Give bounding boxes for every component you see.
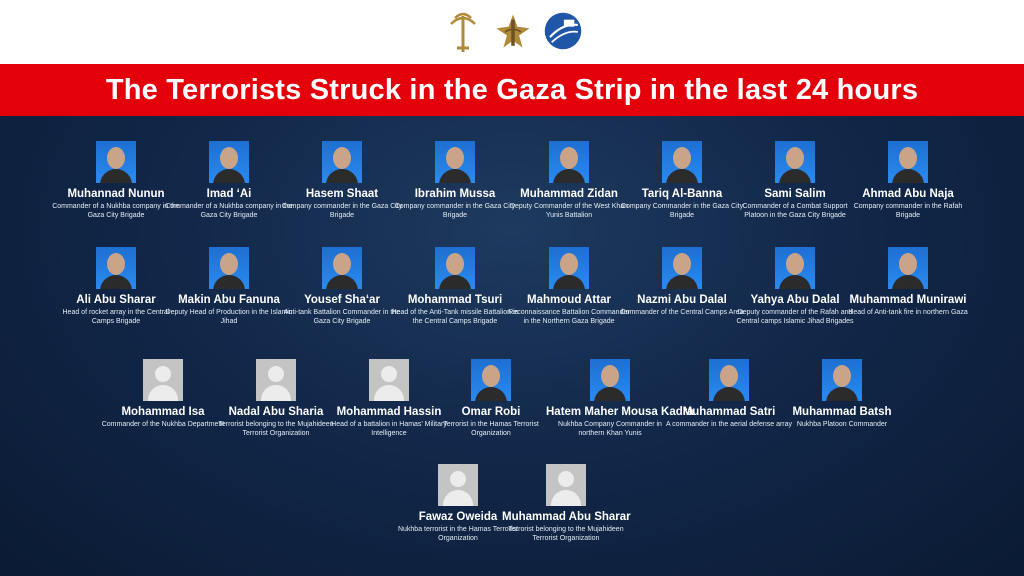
person-name: Muhannad Nunun: [67, 188, 165, 200]
portrait-photo: [322, 141, 362, 183]
portrait-body: [439, 169, 471, 183]
portrait-head: [673, 253, 691, 275]
person-description: Head of rocket array in the Central Camps Brigade: [62, 309, 170, 325]
portrait-head: [899, 147, 917, 169]
person-card: [502, 464, 630, 543]
person-name: Muhammad Munirawi: [849, 294, 967, 306]
portrait-body: [892, 275, 924, 289]
person-card: [427, 359, 555, 438]
portrait-photo: [822, 359, 862, 401]
portrait-photo: [888, 141, 928, 183]
person-name: Sami Salim: [764, 188, 826, 200]
portrait-body: [553, 275, 585, 289]
person-card: [278, 247, 406, 326]
portrait-body: [443, 490, 473, 506]
person-description: Terrorist in the Hamas Terrorist Organization: [443, 421, 539, 437]
portrait-head: [899, 253, 917, 275]
logo-group: [443, 8, 583, 54]
portrait-head: [333, 253, 351, 275]
person-card: [665, 359, 793, 430]
portrait-body: [475, 387, 507, 401]
person-card: [844, 141, 972, 220]
portrait-body: [713, 387, 745, 401]
portrait-head: [673, 147, 691, 169]
person-name: Omar Robi: [461, 406, 521, 418]
person-card: [165, 247, 293, 326]
person-name: Fawaz Oweida: [418, 511, 498, 523]
person-name: Imad ‘Ai: [206, 188, 252, 200]
person-card: [99, 359, 227, 430]
portrait-head: [107, 147, 125, 169]
person-card: [731, 141, 859, 220]
person-description: Commander of a Nukhba company in the Gaza City Brigade: [165, 203, 293, 219]
portrait-photo: [775, 141, 815, 183]
portrait-body: [213, 275, 245, 289]
portrait-body: [213, 169, 245, 183]
person-description: Commander of the Central Camps Area: [620, 309, 744, 316]
portrait-placeholder-icon: [369, 359, 409, 401]
portrait-body: [666, 275, 698, 289]
person-card: [731, 247, 859, 326]
person-description: Company commander in the Gaza City Brigade: [281, 203, 403, 219]
person-description: Nukhba Platoon Commander: [796, 421, 888, 428]
portrait-photo: [662, 247, 702, 289]
portrait-photo: [209, 141, 249, 183]
portrait-photo: [709, 359, 749, 401]
person-name: Hatem Maher Mousa Kadra: [546, 406, 694, 418]
portrait-photo: [209, 247, 249, 289]
portrait-head: [107, 253, 125, 275]
portrait-head: [220, 147, 238, 169]
person-name: Yousef Sha‘ar: [304, 294, 380, 306]
idf-emblem-icon: [493, 8, 533, 54]
person-description: Commander of a Nukhba company in the Gaza City Brigade: [52, 203, 180, 219]
portrait-photo: [662, 141, 702, 183]
portrait-body: [779, 169, 811, 183]
portrait-head: [558, 471, 574, 487]
idf-spokesperson-emblem-icon: [543, 8, 583, 54]
person-name: Ibrahim Mussa: [414, 188, 496, 200]
person-description: Terrorist belonging to the Mujahideen Terrorist Organization: [218, 421, 334, 437]
portrait-placeholder-icon: [438, 464, 478, 506]
person-name: Yahya Abu Dalal: [750, 294, 840, 306]
person-description: Nukhba terrorist in the Hamas Terrorist Organization: [397, 526, 519, 542]
person-card: [505, 141, 633, 220]
portrait-body: [594, 387, 626, 401]
person-card: [505, 247, 633, 326]
person-card: [52, 141, 180, 220]
person-card: [618, 141, 746, 220]
portrait-head: [333, 147, 351, 169]
portrait-body: [551, 490, 581, 506]
person-description: Commander of the Nukhba Department: [101, 421, 225, 428]
portrait-body: [666, 169, 698, 183]
portrait-head: [220, 253, 238, 275]
portrait-photo: [888, 247, 928, 289]
person-card: [165, 141, 293, 220]
portrait-body: [779, 275, 811, 289]
portrait-photo: [549, 141, 589, 183]
portrait-body: [100, 169, 132, 183]
portrait-head: [381, 366, 397, 382]
person-card: [618, 247, 746, 318]
person-card: [391, 141, 519, 220]
person-description: Head of Anti-tank fire in northern Gaza: [848, 309, 968, 316]
portrait-head: [268, 366, 284, 382]
person-description: Terrorist belonging to the Mujahideen Terrorist Organization: [508, 526, 624, 542]
person-name: Muhammad Zidan: [520, 188, 618, 200]
portrait-head: [786, 147, 804, 169]
portrait-head: [446, 253, 464, 275]
portrait-body: [148, 385, 178, 401]
person-name: Nazmi Abu Dalal: [637, 294, 727, 306]
portrait-head: [601, 365, 619, 387]
person-description: Reconnaissance Battalion Commander in the Northern Gaza Brigade: [508, 309, 630, 325]
portrait-photo: [549, 247, 589, 289]
portrait-placeholder-icon: [546, 464, 586, 506]
person-name: Tariq Al-Banna: [641, 188, 723, 200]
person-description: Deputy Head of Production in the Islamic Jihad: [165, 309, 293, 325]
logo-header: [0, 0, 1024, 64]
portrait-photo: [590, 359, 630, 401]
portrait-photo: [322, 247, 362, 289]
person-name: Nadal Abu Sharia: [228, 406, 324, 418]
portrait-body: [261, 385, 291, 401]
portrait-photo: [435, 247, 475, 289]
person-card: [778, 359, 906, 430]
portrait-photo: [775, 247, 815, 289]
person-name: Muhammad Batsh: [792, 406, 892, 418]
person-description: Head of a battalion in Hamas’ Military Intelligence: [331, 421, 447, 437]
person-name: Ahmad Abu Naja: [862, 188, 954, 200]
portrait-body: [326, 169, 358, 183]
person-description: Company commander in the Rafah Brigade: [853, 203, 963, 219]
portrait-head: [786, 253, 804, 275]
portrait-body: [439, 275, 471, 289]
intelligence-emblem-icon: [443, 8, 483, 54]
portrait-body: [892, 169, 924, 183]
portrait-head: [560, 253, 578, 275]
person-name: Mohammad Isa: [121, 406, 205, 418]
portrait-body: [553, 169, 585, 183]
person-name: Mohammad Tsuri: [407, 294, 503, 306]
person-card: [391, 247, 519, 326]
person-card: [844, 247, 972, 318]
person-name: Muhammad Abu Sharar: [502, 511, 631, 523]
portrait-photo: [96, 141, 136, 183]
person-name: Mahmoud Attar: [527, 294, 611, 306]
person-description: Deputy Commander of the West Khan Yunis Battalion: [509, 203, 629, 219]
portrait-photo: [471, 359, 511, 401]
page-title: The Terrorists Struck in the Gaza Strip in the last 24 hours: [105, 73, 919, 106]
portrait-head: [833, 365, 851, 387]
portrait-body: [826, 387, 858, 401]
person-description: Commander of a Combat Support Platoon in the Gaza City Brigade: [742, 203, 848, 219]
person-name: Ali Abu Sharar: [76, 294, 156, 306]
person-name: Muhammad Satri: [682, 406, 776, 418]
person-description: Nukhba Company Commander in northern Khan Yunis: [558, 421, 662, 437]
person-card: [546, 359, 694, 438]
person-name: Hasem Shaat: [305, 188, 379, 200]
portrait-head: [450, 471, 466, 487]
portrait-photo: [435, 141, 475, 183]
portrait-body: [100, 275, 132, 289]
person-description: Head of the Anti-Tank missile Battalion in the Central Camps Brigade: [391, 309, 519, 325]
portrait-placeholder-icon: [256, 359, 296, 401]
title-banner: [0, 64, 1024, 116]
portrait-photo: [96, 247, 136, 289]
person-description: Company Commander in the Gaza City Brigade: [620, 203, 744, 219]
person-description: Deputy commander of the Rafah and Central camps Islamic Jihad Brigades: [736, 309, 854, 325]
person-card: [52, 247, 180, 326]
portrait-head: [155, 366, 171, 382]
portrait-placeholder-icon: [143, 359, 183, 401]
person-name: Mohammad Hassin: [336, 406, 442, 418]
person-name: Makin Abu Fanuna: [178, 294, 280, 306]
portrait-head: [720, 365, 738, 387]
person-description: A commander in the aerial defense array: [665, 421, 793, 428]
person-description: Company commander in the Gaza City Brigade: [394, 203, 516, 219]
portrait-head: [560, 147, 578, 169]
person-card: [278, 141, 406, 220]
portrait-body: [374, 385, 404, 401]
portrait-body: [326, 275, 358, 289]
portrait-head: [482, 365, 500, 387]
person-card: [212, 359, 340, 438]
person-description: Anti-tank Battalion Commander in the Gaza City Brigade: [283, 309, 401, 325]
portrait-head: [446, 147, 464, 169]
